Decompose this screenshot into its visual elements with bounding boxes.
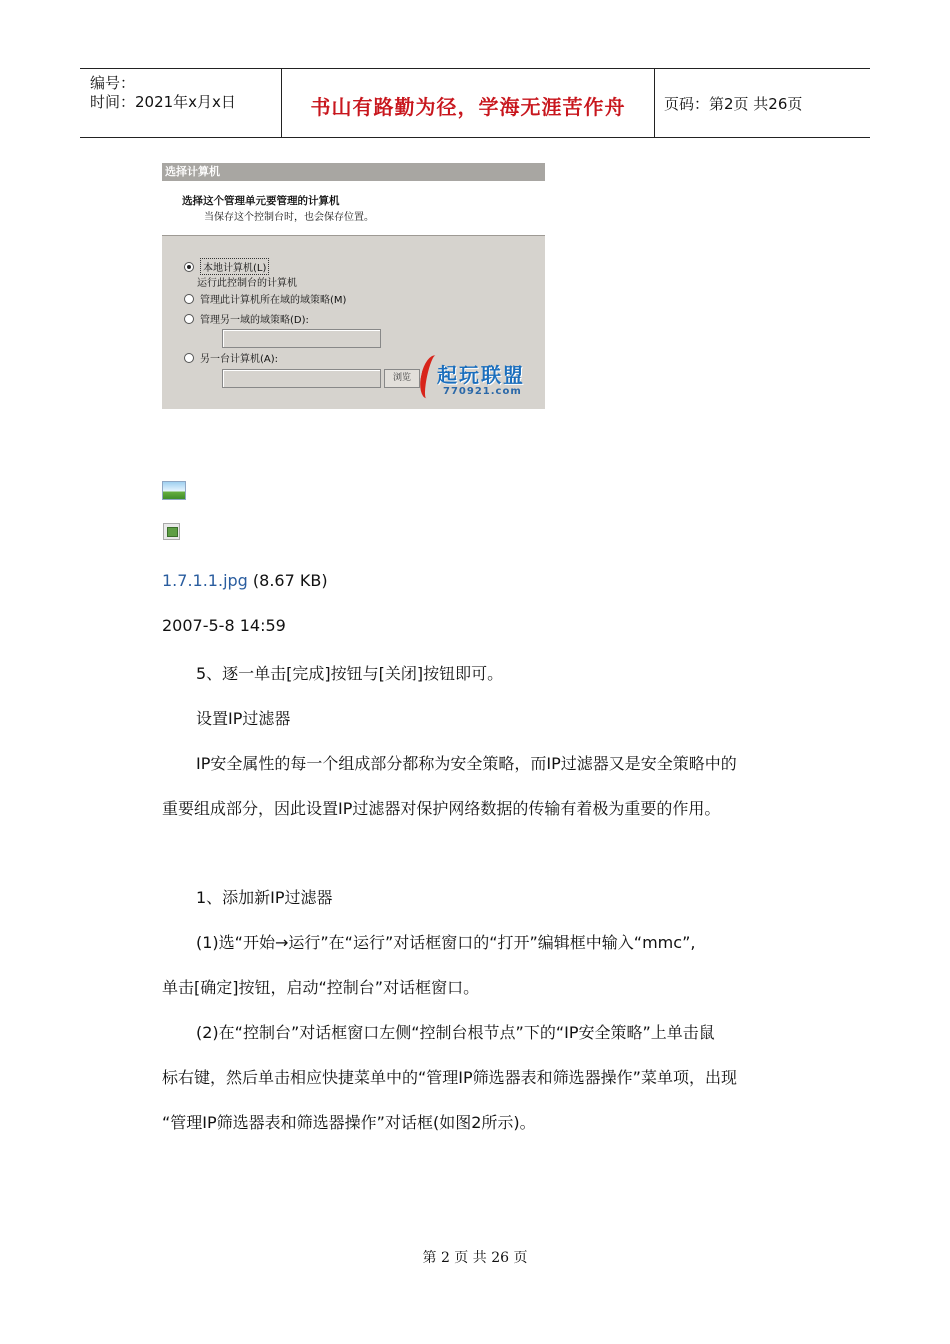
attachment-link[interactable]: 1.7.1.1.jpg (162, 571, 248, 590)
page-footer: 第 2 页 共 26 页 (422, 1250, 528, 1266)
paragraph-line: “管理IP筛选器表和筛选器操作”对话框(如图2所示)。 (162, 1113, 536, 1132)
option-label-domain: 管理此计算机所在域的域策略(M) (200, 295, 347, 306)
select-computer-dialog-image (162, 163, 545, 409)
header-motto-cell (281, 69, 655, 137)
attachment-date: 2007-5-8 14:59 (162, 616, 286, 635)
document-time: 时间：2021年x月x日 (90, 93, 236, 111)
option-label-local: 本地计算机(L) (200, 258, 269, 275)
dialog-header-panel (162, 181, 545, 236)
paragraph-line: 标右键，然后单击相应快捷菜单中的“管理IP筛选器表和筛选器操作”菜单项，出现 (162, 1068, 737, 1087)
dialog-subheading: 当保存这个控制台时，也会保存位置。 (204, 212, 374, 223)
radio-selected-icon (184, 262, 194, 272)
radio-local-computer (184, 258, 269, 275)
watermark-logo (415, 353, 545, 409)
paragraph-line: IP安全属性的每一个组成部分都称为安全策略，而IP过滤器又是安全策略中的 (196, 754, 737, 773)
watermark-brand: 起玩联盟 (437, 363, 525, 387)
attachment-size: (8.67 KB) (252, 571, 328, 590)
dialog-title: 选择计算机 (162, 163, 545, 181)
radio-icon (184, 294, 194, 304)
radio-other-domain (184, 311, 309, 326)
image-thumbnail-icon[interactable] (163, 523, 180, 540)
option-label-other-domain: 管理另一域的域策略(D): (200, 315, 309, 326)
header-page-cell (654, 69, 870, 137)
motto: 书山有路勤为径，学海无涯苦作舟 (310, 95, 626, 119)
paragraph-line: 重要组成部分，因此设置IP过滤器对保护网络数据的传输有着极为重要的作用。 (162, 799, 721, 818)
paragraph-line: (2)在“控制台”对话框窗口左侧“控制台根节点”下的“IP安全策略”上单击鼠 (196, 1023, 715, 1042)
radio-another-computer (184, 350, 278, 365)
image-icon[interactable] (162, 481, 186, 500)
subsection-heading: 1、添加新IP过滤器 (196, 888, 333, 907)
watermark-site: 770921.com (443, 386, 522, 397)
document-number: 编号： (90, 74, 136, 92)
radio-icon (184, 314, 194, 324)
attachment-info (162, 571, 328, 590)
local-computer-desc: 运行此控制台的计算机 (197, 278, 297, 289)
another-computer-field (222, 369, 381, 388)
page-header (80, 68, 870, 138)
other-domain-field (222, 329, 381, 348)
paragraph-line: (1)选“开始→运行”在“运行”对话框窗口的“打开”编辑框中输入“mmc”, (196, 933, 696, 952)
page-indicator: 页码：第2页 共26页 (664, 95, 803, 113)
dialog-heading: 选择这个管理单元要管理的计算机 (182, 195, 340, 207)
section-heading: 设置IP过滤器 (196, 709, 291, 728)
radio-domain-policy (184, 291, 346, 306)
browse-button: 浏览 (384, 369, 420, 388)
option-label-another-computer: 另一台计算机(A): (200, 354, 279, 365)
header-meta-cell (80, 69, 281, 137)
radio-icon (184, 353, 194, 363)
paragraph-step5: 5、逐一单击[完成]按钮与[关闭]按钮即可。 (196, 664, 504, 683)
paragraph-line: 单击[确定]按钮，启动“控制台”对话框窗口。 (162, 978, 480, 997)
